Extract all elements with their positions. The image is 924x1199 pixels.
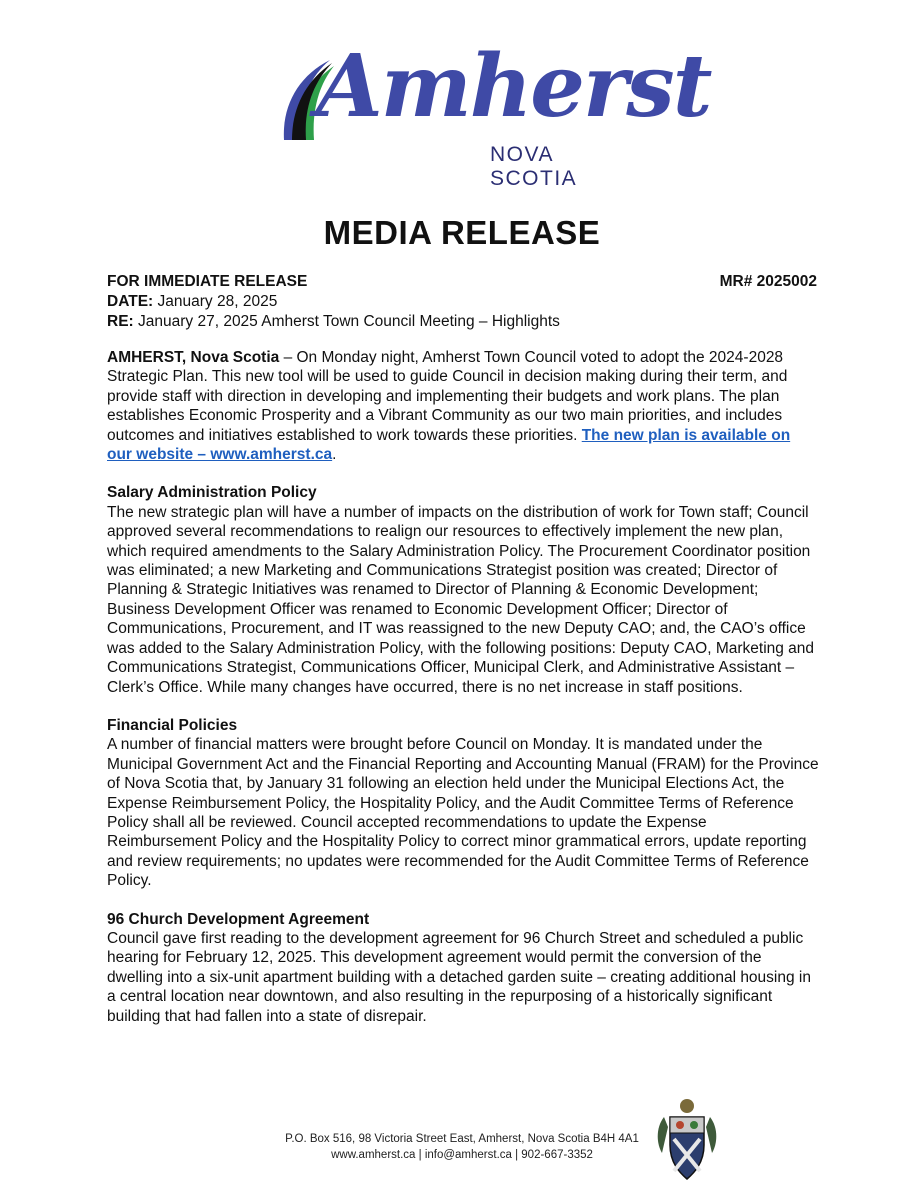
re-row	[107, 312, 817, 332]
release-label: FOR IMMEDIATE RELEASE	[107, 273, 308, 290]
logo-subtitle: NOVA SCOTIA	[490, 143, 578, 190]
section-text: The new strategic plan will have a number of impacts on the distribution of work for Town staff; Council approved several recommendations to realign our resources to effectively implement the new plan, which required amendments to the Salary Administration Policy. The Procurement Coordinator position was eliminated; a new Marketing and Communications Strategist position was created; Director of Planning & Strategic Initiatives was renamed to Director of Planning & Economic Development; Business Development Officer was renamed to Economic Development Officer; Director of Communications, Procurement, and IT was reassigned to the new Deputy CAO; and, the CAO’s office was added to the Salary Administration Policy, with the following positions: Deputy CAO, Marketing and Communications Strategist, Communications Officer, Municipal Clerk, and Administrative Assistant – Clerk’s Office. While many changes have occurred, there is no net increase in staff positions.	[107, 503, 815, 696]
release-meta	[107, 272, 817, 332]
section-heading: Salary Administration Policy	[107, 484, 317, 502]
intro-paragraph	[107, 348, 819, 464]
re-value: January 27, 2025 Amherst Town Council Meeting – Highlights	[138, 313, 560, 330]
section-text: A number of financial matters were brought before Council on Monday. It is mandated under the Municipal Government Act and the Financial Reporting and Accounting Manual (FRAM) for the Province of Nova Scotia that, by January 31 following an election held under the Municipal Elections Act, the Expense Reimbursement Policy, the Hospitality Policy, and the Audit Committee Terms of Reference Policy shall all be reviewed. Council accepted recommendations to update the Expense Reimbursement Policy and the Hospitality Policy to correct minor grammatical errors, update reporting and review requirements; no updates were recommended for the Audit Committee Terms of Reference Policy.	[107, 736, 819, 890]
date-row	[107, 292, 817, 312]
re-label: RE:	[107, 313, 134, 330]
section-heading: 96 Church Development Agreement	[107, 910, 370, 928]
section-financial	[107, 716, 819, 891]
mr-number: MR# 2025002	[719, 273, 817, 290]
intro-link-end: .	[332, 446, 337, 464]
footer-address: P.O. Box 516, 98 Victoria Street East, Amherst, Nova Scotia B4H 4A1	[285, 1133, 639, 1145]
section-heading: Financial Policies	[107, 716, 238, 734]
section-text: Council gave first reading to the development agreement for 96 Church Street and scheduled a public hearing for February 12, 2025. This development agreement would permit the conversion of the dwelling into a six-unit apartment building with a detached garden suite – creating additional housing in a central location near downtown, and also resulting in the repurposing of a historically significant building that had fallen into a state of disrepair.	[107, 929, 811, 1025]
footer-contact: www.amherst.ca | info@amherst.ca | 902-667-3352	[331, 1149, 593, 1161]
amherst-logo	[278, 36, 711, 190]
town-crest-icon	[654, 1097, 720, 1181]
intro-lead: AMHERST, Nova Scotia	[107, 349, 280, 366]
section-salary	[107, 483, 819, 696]
date-label: DATE:	[107, 293, 154, 310]
logo-wordmark: Amherst	[316, 36, 711, 137]
intro-text: – On Monday night, Amherst Town Council voted to adopt the 2024-2028 Strategic Plan. This new tool will be used to guide Council in decision making during their term, and provide staff with direction in developing and implementing their budgets and work plans. The plan establishes Economic Prosperity and a Vibrant Community as our two main priorities, and includes outcomes and initiatives established to work towards these priorities.	[107, 349, 788, 444]
release-row	[107, 272, 817, 292]
section-church	[107, 910, 819, 1026]
website-link[interactable]: The new plan is available on our website – www.amherst.ca	[107, 426, 791, 464]
page-title: MEDIA RELEASE	[323, 214, 601, 251]
release-body	[107, 348, 819, 1045]
date-value: January 28, 2025	[157, 293, 278, 310]
footer	[0, 1131, 924, 1163]
